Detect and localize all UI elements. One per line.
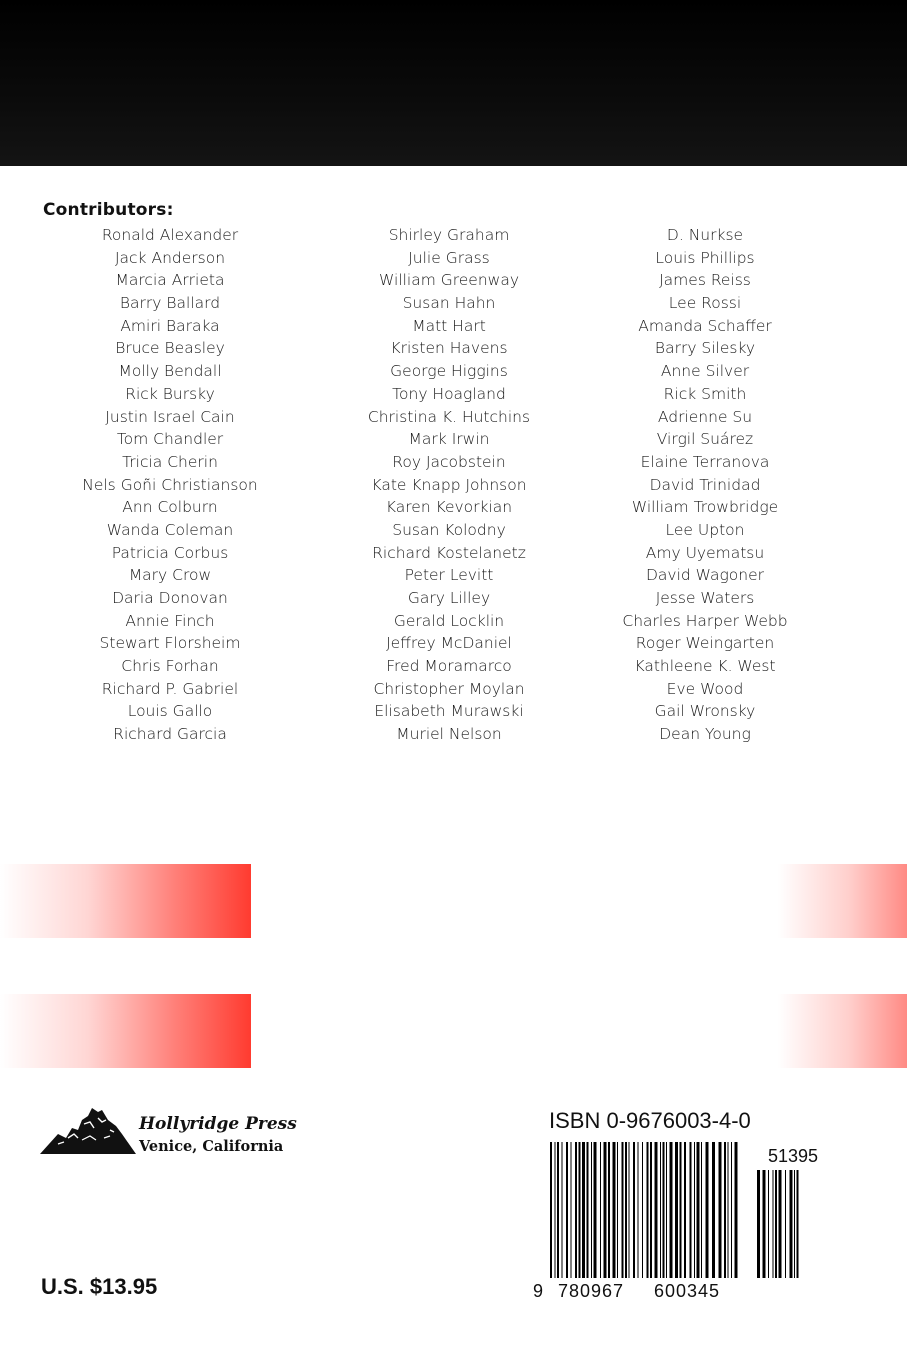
price-addon-barcode bbox=[757, 1170, 799, 1278]
top-black-band bbox=[0, 0, 907, 166]
contributor-name: Lee Upton bbox=[665, 520, 745, 539]
contributor-name: Susan Kolodny bbox=[392, 520, 506, 539]
contributor-name: Gerald Locklin bbox=[393, 611, 505, 630]
barcode-bar bbox=[670, 1142, 673, 1278]
contributor-name: Roy Jacobstein bbox=[392, 452, 506, 471]
barcode-bar bbox=[660, 1142, 661, 1278]
red-gradient-stripe-left-lower bbox=[0, 994, 251, 1068]
barcode-bar bbox=[757, 1170, 760, 1278]
contributor-name: Gary Lilley bbox=[407, 589, 491, 607]
publisher-location: Venice, California bbox=[139, 1138, 284, 1155]
contributor-name: Shirley Graham bbox=[388, 226, 510, 244]
contributor-name: Barry Silesky bbox=[654, 339, 756, 358]
barcode-bar bbox=[550, 1142, 552, 1278]
contributor-name: Mary Crow bbox=[128, 566, 212, 585]
barcode-bar bbox=[724, 1142, 726, 1278]
contributor-name: Kathleene K. West bbox=[634, 657, 776, 676]
barcode-bar bbox=[797, 1170, 799, 1278]
contributor-name: William Trowbridge bbox=[631, 498, 779, 517]
barcode-bar bbox=[617, 1142, 618, 1278]
contributor-name: Mark Irwin bbox=[408, 430, 490, 449]
contributors-column-3 bbox=[575, 224, 835, 746]
contributor-name: Rick Bursky bbox=[125, 384, 215, 403]
contributor-name: Lee Rossi bbox=[668, 294, 742, 313]
barcode-bar bbox=[763, 1170, 766, 1278]
barcode-bar bbox=[680, 1142, 682, 1278]
barcode-bar bbox=[735, 1142, 738, 1278]
barcode-bar bbox=[663, 1142, 665, 1278]
contributor-name: George Higgins bbox=[390, 362, 508, 381]
contributor-name: Tony Hoagland bbox=[392, 384, 506, 403]
barcode-addon-number: 51395 bbox=[768, 1146, 819, 1166]
contributor-name: Jack Anderson bbox=[114, 248, 226, 267]
barcode-bar bbox=[773, 1170, 774, 1278]
contributor-name: Patricia Corbus bbox=[111, 543, 229, 562]
contributor-name: Peter Levitt bbox=[404, 566, 494, 585]
barcode-bar bbox=[600, 1142, 601, 1278]
contributor-name: Annie Finch bbox=[125, 611, 215, 630]
barcode-bar bbox=[604, 1142, 607, 1278]
ean-lead-digit: 9 bbox=[533, 1281, 545, 1301]
barcode-bar bbox=[731, 1142, 732, 1278]
contributor-name: Louis Gallo bbox=[127, 702, 213, 721]
barcode-bar bbox=[728, 1142, 729, 1278]
contributors-column-1 bbox=[40, 224, 300, 746]
barcode-bar bbox=[719, 1142, 722, 1278]
barcode-bar bbox=[582, 1142, 585, 1278]
barcode-bar bbox=[555, 1142, 556, 1278]
contributor-name: Amanda Schaffer bbox=[638, 316, 772, 335]
barcode-bar bbox=[655, 1142, 658, 1278]
contributor-name: Susan Hahn bbox=[402, 294, 496, 313]
red-gradient-stripe-right-lower bbox=[778, 994, 907, 1068]
barcode-bar bbox=[608, 1142, 610, 1278]
contributor-name: Ronald Alexander bbox=[101, 226, 239, 244]
barcode-bar bbox=[629, 1142, 630, 1278]
contributor-name: D. Nurkse bbox=[666, 226, 744, 244]
barcode-bar bbox=[712, 1142, 715, 1278]
contributor-name: Roger Weingarten bbox=[635, 634, 775, 653]
barcode-bar bbox=[785, 1170, 786, 1278]
contributor-name: Tricia Cherin bbox=[122, 452, 218, 471]
barcode-bar bbox=[638, 1142, 639, 1278]
contributor-name: Justin Israel Cain bbox=[105, 407, 235, 426]
barcode-bar bbox=[642, 1142, 643, 1278]
contributor-name: Rick Smith bbox=[663, 384, 747, 403]
contributor-name: David Wagoner bbox=[645, 566, 765, 585]
barcode-bar bbox=[594, 1142, 597, 1278]
barcode-bar bbox=[794, 1170, 795, 1278]
contributor-name: James Reiss bbox=[659, 271, 751, 290]
contributor-name: David Trinidad bbox=[649, 475, 761, 494]
contributor-name: Anne Silver bbox=[660, 362, 750, 381]
ean-left-digits: 780967 bbox=[558, 1281, 625, 1301]
contributor-name: Matt Hart bbox=[412, 316, 486, 335]
contributor-name: Virgil Suárez bbox=[656, 430, 754, 449]
barcode-bar bbox=[647, 1142, 649, 1278]
contributor-name: Adrienne Su bbox=[657, 407, 753, 426]
contributor-name: Julie Grass bbox=[408, 248, 490, 267]
contributor-name: Dean Young bbox=[659, 725, 751, 744]
barcode-bar bbox=[666, 1142, 667, 1278]
contributor-name: Elaine Terranova bbox=[640, 452, 770, 471]
contributor-name: Amiri Baraka bbox=[120, 316, 220, 335]
isbn-label: ISBN 0-9676003-4-0 bbox=[549, 1108, 751, 1133]
contributor-name: Christopher Moylan bbox=[373, 679, 525, 698]
contributor-name: William Greenway bbox=[378, 271, 520, 290]
barcode-bar bbox=[562, 1142, 563, 1278]
barcode-bar bbox=[779, 1170, 782, 1278]
barcode-bar bbox=[591, 1142, 592, 1278]
red-gradient-stripe-left-upper bbox=[0, 864, 251, 938]
barcode-bar bbox=[768, 1170, 769, 1278]
contributor-name: Wanda Coleman bbox=[106, 520, 234, 539]
barcode-bar bbox=[613, 1142, 616, 1278]
publisher-name: Hollyridge Press bbox=[139, 1114, 297, 1134]
price-label: U.S. $13.95 bbox=[41, 1274, 158, 1299]
barcode-bar bbox=[697, 1142, 700, 1278]
contributor-name: Elisabeth Murawski bbox=[374, 702, 524, 721]
contributor-name: Gail Wronsky bbox=[654, 702, 756, 721]
barcode-bar bbox=[622, 1142, 624, 1278]
contributor-name: Richard Kostelanetz bbox=[372, 543, 526, 562]
barcode-bar bbox=[706, 1142, 709, 1278]
contributor-name: Jeffrey McDaniel bbox=[386, 634, 512, 653]
barcode-bar bbox=[650, 1142, 652, 1278]
contributor-name: Kate Knapp Johnson bbox=[371, 475, 527, 494]
barcode-bar bbox=[701, 1142, 702, 1278]
barcode-bar bbox=[557, 1142, 559, 1278]
contributor-name: Karen Kevorkian bbox=[385, 498, 513, 517]
contributor-name: Tom Chandler bbox=[116, 430, 224, 449]
contributor-name: Richard Garcia bbox=[113, 725, 227, 744]
barcode-bar bbox=[579, 1142, 581, 1278]
contributor-name: Charles Harper Webb bbox=[622, 611, 788, 630]
barcode-bar bbox=[625, 1142, 627, 1278]
contributor-name: Eve Wood bbox=[666, 679, 744, 698]
contributor-name: Barry Ballard bbox=[119, 294, 221, 313]
contributor-name: Bruce Beasley bbox=[115, 339, 225, 358]
barcode-bar bbox=[690, 1142, 692, 1278]
barcode-bar bbox=[575, 1142, 577, 1278]
contributor-name: Louis Phillips bbox=[655, 248, 755, 267]
red-gradient-stripe-right-upper bbox=[778, 864, 907, 938]
contributor-name: Stewart Florsheim bbox=[99, 634, 241, 653]
ean-right-digits: 600345 bbox=[654, 1281, 721, 1301]
barcode-bar bbox=[694, 1142, 695, 1278]
contributor-name: Fred Moramarco bbox=[386, 657, 512, 676]
contributor-name: Amy Uyematsu bbox=[645, 543, 765, 562]
contributor-name: Molly Bendall bbox=[118, 362, 222, 381]
contributor-name: Nels Goñi Christianson bbox=[82, 475, 258, 494]
barcode-bar bbox=[571, 1142, 572, 1278]
contributor-name: Richard P. Gabriel bbox=[101, 679, 239, 698]
barcode-bar bbox=[587, 1142, 589, 1278]
contributor-name: Marcia Arrieta bbox=[115, 271, 225, 290]
barcode-bar bbox=[633, 1142, 635, 1278]
contributor-name: Kristen Havens bbox=[390, 339, 508, 358]
contributor-name: Muriel Nelson bbox=[396, 725, 502, 744]
barcode-bar bbox=[675, 1142, 678, 1278]
contributor-name: Ann Colburn bbox=[122, 498, 218, 517]
contributor-name: Jesse Waters bbox=[655, 589, 755, 607]
contributors-heading: Contributors: bbox=[43, 200, 174, 220]
barcode-bar bbox=[790, 1170, 793, 1278]
barcode-bar bbox=[566, 1142, 568, 1278]
barcode-bar bbox=[684, 1142, 686, 1278]
contributor-name: Christina K. Hutchins bbox=[367, 407, 531, 426]
mountain-logo-icon bbox=[38, 1104, 138, 1156]
isbn-barcode bbox=[550, 1142, 742, 1278]
contributor-name: Chris Forhan bbox=[121, 657, 219, 676]
barcode-bar bbox=[775, 1170, 777, 1278]
contributor-name: Daria Donovan bbox=[112, 589, 228, 607]
contributors-column-2 bbox=[319, 224, 579, 746]
